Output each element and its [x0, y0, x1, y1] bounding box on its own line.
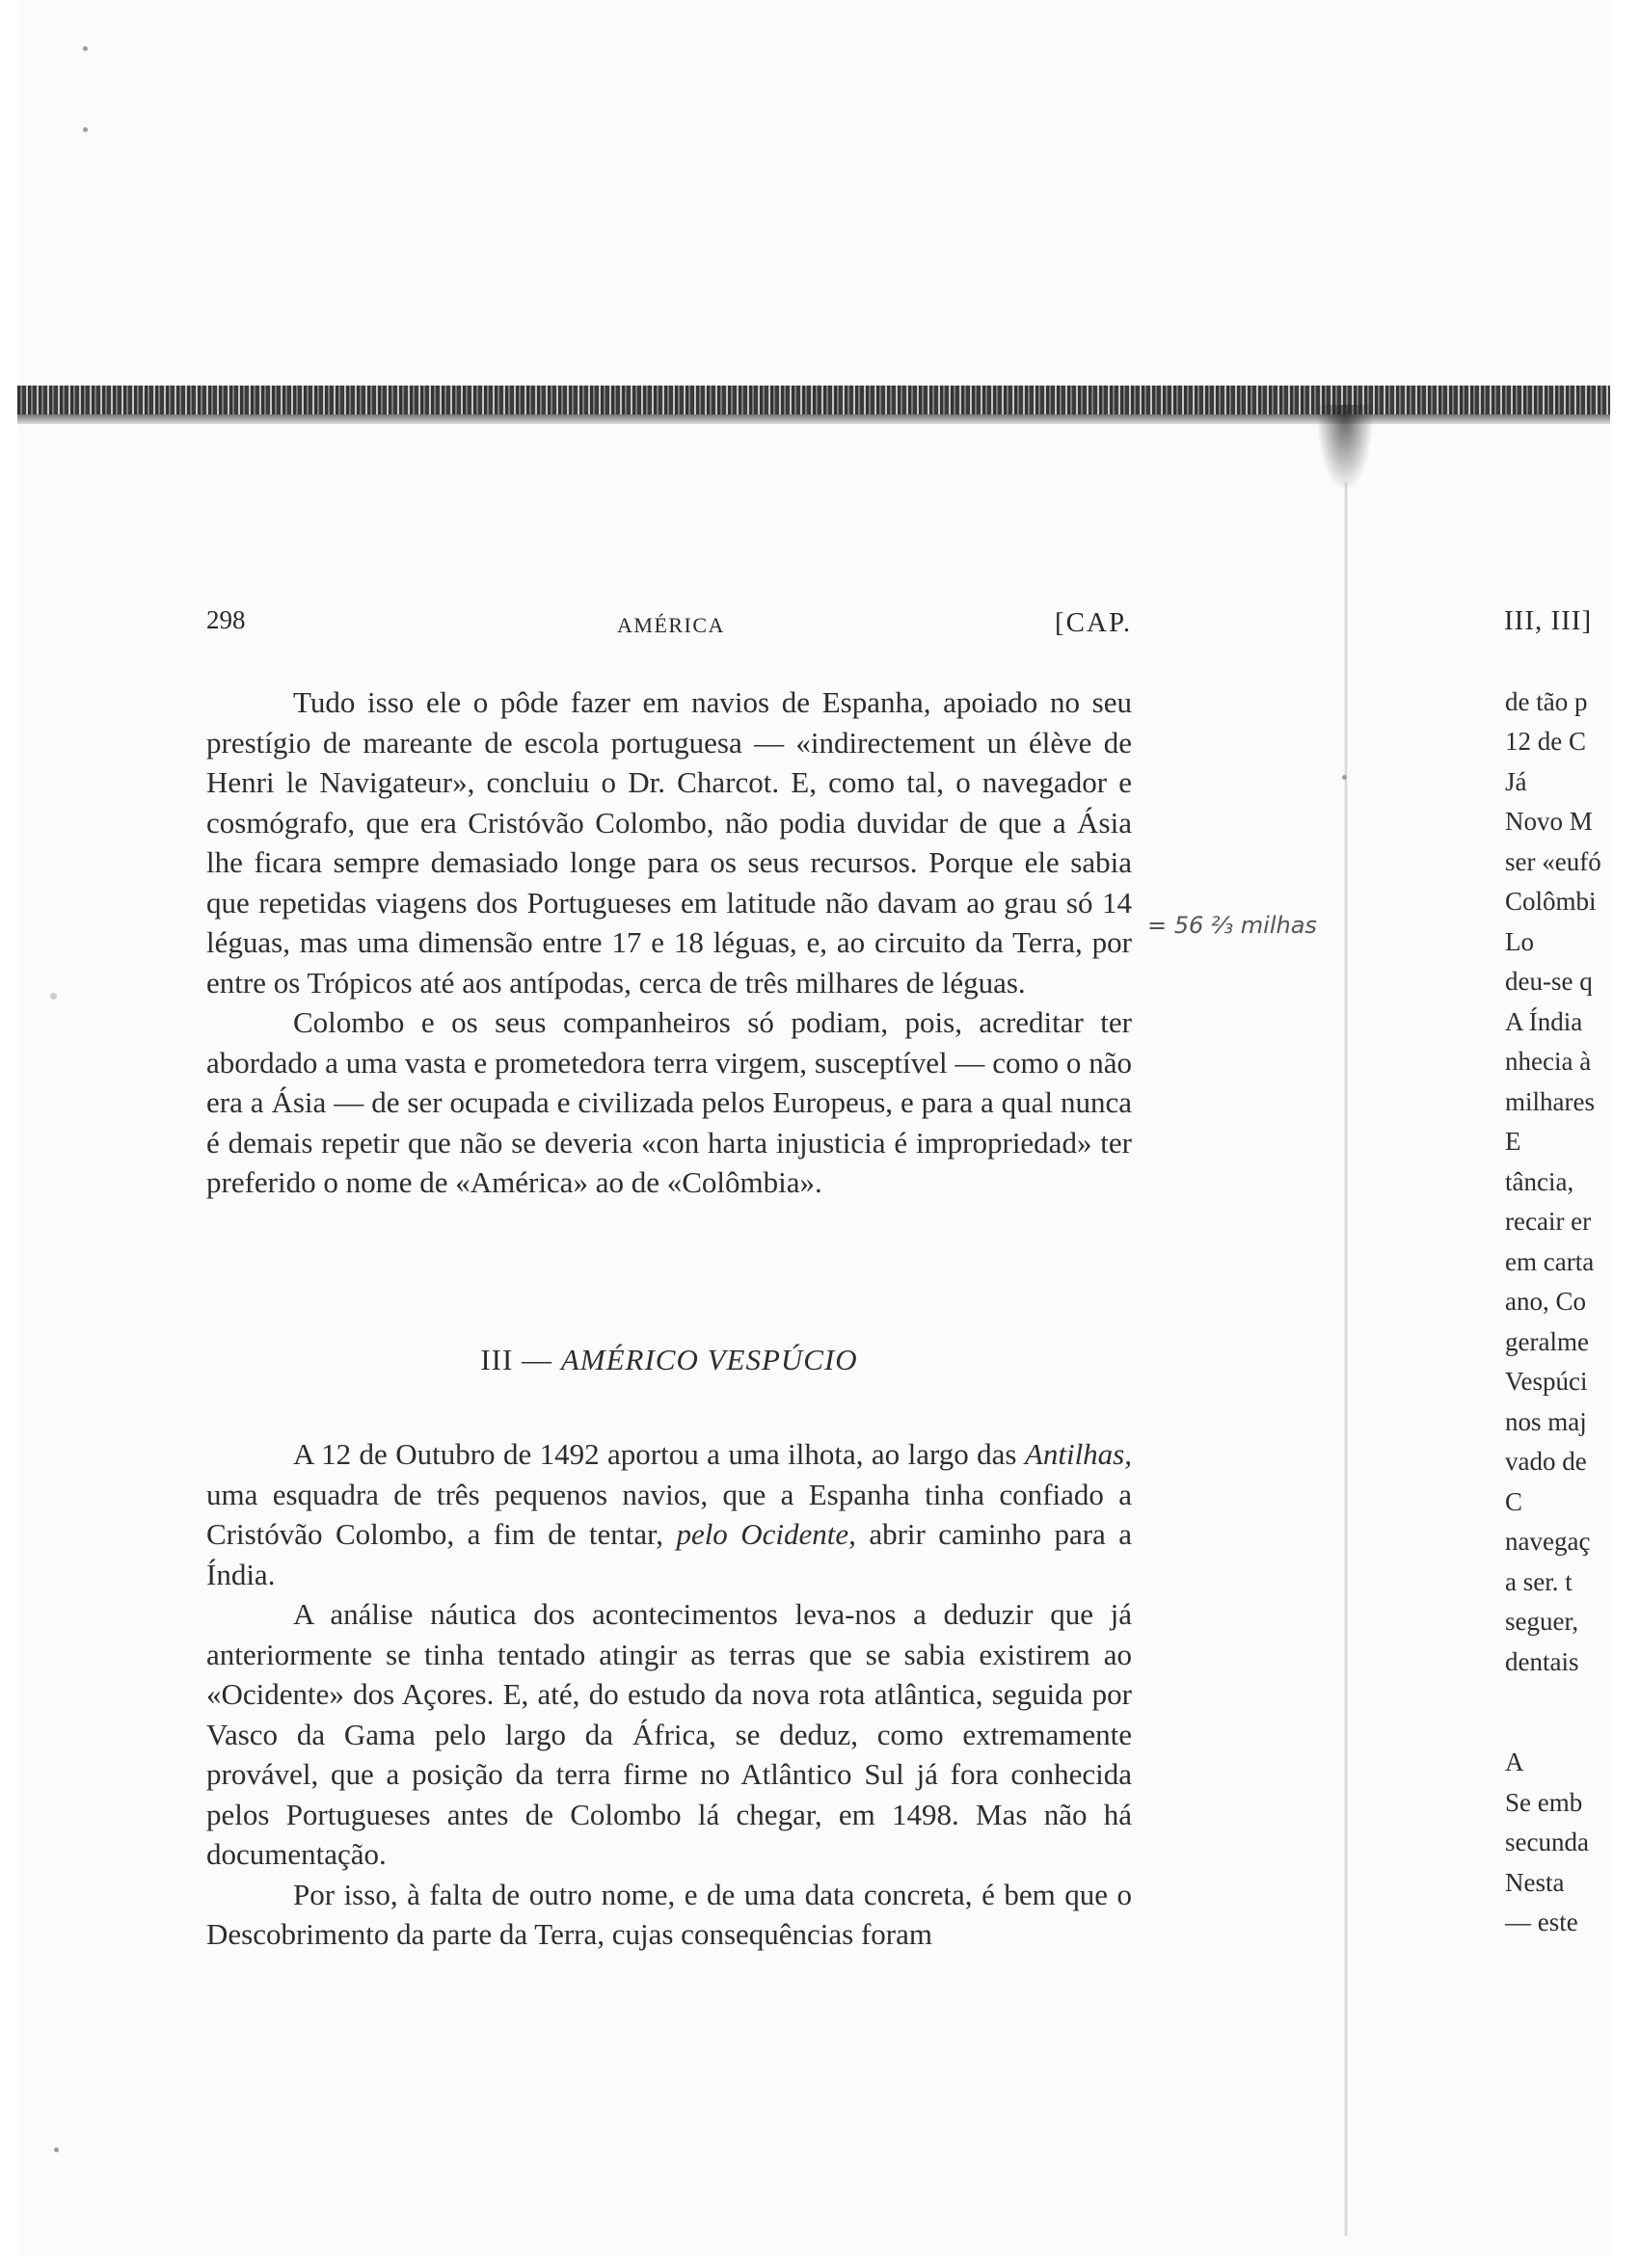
next-page-line: vado de — [1505, 1447, 1587, 1476]
next-page-line: — este — [1505, 1908, 1578, 1936]
place-name-antilhas: Antilhas, — [1024, 1437, 1132, 1471]
phrase-pelo-ocidente: pelo Ocidente, — [676, 1517, 856, 1551]
next-page-line: Vespúci — [1505, 1367, 1588, 1396]
next-page-line: secunda — [1505, 1828, 1589, 1856]
paragraph-3 — [206, 1434, 1132, 1594]
next-page-line: nhecia à — [1505, 1047, 1592, 1076]
paragraph-1: Tudo isso ele o pôde fazer em navios de Espanha, apoiado no seu prestígio de mareante de escola portuguesa — «indirectement un élève de Henri le Navigateur», concluiu o Dr. Charcot. E, como tal, o navegador e cosmógrafo, que era Cristóvão Colombo, não podia duvidar de que a Ásia lhe ficara sempre demasiado longe para os seus recursos. Porque ele sabia que repetidas viagens dos Portugueses em latitude não davam ao grau só 14 léguas, mas uma dimensão entre 17 e 18 léguas, e, ao circuito da Terra, por entre os Trópicos até aos antípodas, cerca de três milhares de léguas. — [206, 685, 1132, 1000]
section-title: AMÉRICO VESPÚCIO — [560, 1343, 858, 1376]
next-page-line: navegaç — [1505, 1527, 1591, 1556]
dust-speck — [1342, 775, 1347, 780]
paragraph-3-text-a: A 12 de Outubro de 1492 aportou a uma ilhota, ao largo das — [293, 1437, 1025, 1471]
next-page-line: recair er — [1505, 1207, 1592, 1236]
next-page-line: tância, — [1505, 1167, 1574, 1196]
next-page-line: nos maj — [1505, 1407, 1587, 1436]
paragraph-3-text-b: uma esquadra de três pequenos navios, que a Espanha tinha confiado a Cristóvão Colombo, a fim de tentar, — [206, 1477, 1132, 1551]
section-body — [206, 1434, 1132, 1955]
chapter-marker: [CAP. — [1055, 607, 1133, 638]
next-page-line: A — [1505, 1748, 1524, 1776]
next-page-column — [1505, 682, 1621, 1955]
next-page-line: 12 de C — [1505, 727, 1586, 756]
dust-speck — [83, 127, 88, 132]
next-page-line: C — [1505, 1487, 1523, 1516]
next-page-line: a ser. t — [1505, 1567, 1573, 1596]
scan-right-edge — [1612, 0, 1640, 2268]
next-page-line: dentais — [1505, 1647, 1579, 1676]
next-page-line: Colômbi — [1505, 887, 1597, 916]
next-page-line: Lo — [1505, 927, 1534, 956]
next-page-line: Novo M — [1505, 807, 1593, 836]
page-fold-line — [1344, 482, 1348, 2236]
dust-speck — [54, 2148, 59, 2152]
paragraph-4: A análise náutica dos acontecimentos leva-nos a deduzir que já anteriormente se tinha tentado atingir as terras que se sabia existirem ao «Ocidente» dos Açores. E, até, do estudo da nova rota atlântica, seguida por Vasco da Gama pelo largo da África, se deduz, como extremamente provável, que a posição da terra firme no Atlântico Sul já fora conhecida pelos Portugueses antes de Colombo lá chegar, em 1498. Mas não há documentação. — [206, 1597, 1132, 1871]
next-page-line: Se emb — [1505, 1788, 1583, 1817]
section-number: III — — [480, 1343, 561, 1376]
next-page-header: III, III] — [1504, 605, 1593, 636]
dust-speck — [83, 46, 88, 51]
next-page-line: milhares — [1505, 1087, 1595, 1116]
running-title: AMÉRICA — [617, 613, 725, 637]
paragraph-5: Por isso, à falta de outro nome, e de uma data concreta, é bem que o Descobrimento da parte da Terra, cujas consequências foram — [206, 1877, 1132, 1951]
paragraph-3-text-c: abrir caminho para a Índia. — [206, 1517, 1132, 1591]
next-page-line: deu-se q — [1505, 967, 1593, 996]
next-page-line: A Índia — [1505, 1007, 1583, 1036]
paragraph-2: Colombo e os seus companheiros só podiam, pois, acreditar ter abordado a uma vasta e prometedora terra virgem, susceptível — como o não era a Ásia — de ser ocupada e civilizada pelos Europeus, e para a qual nunca é demais repetir que não se deveria «con harta injusticia é impropriedad» ter preferido o nome de «América» ao de «Colômbia». — [206, 1005, 1132, 1199]
next-page-line: ser «eufó — [1505, 847, 1601, 876]
fold-shadow — [1316, 405, 1374, 492]
next-page-line: Nesta — [1505, 1868, 1565, 1897]
next-page-line: Já — [1505, 767, 1527, 796]
page-number: 298 — [206, 605, 246, 634]
section-heading — [206, 1340, 1132, 1380]
main-text-column — [206, 682, 1132, 1951]
next-page-line: ano, Co — [1505, 1287, 1586, 1316]
next-page-line: seguer, — [1505, 1607, 1579, 1636]
next-page-line: de tão p — [1505, 687, 1588, 716]
page-header — [0, 600, 1640, 648]
next-page-line: E — [1505, 1127, 1521, 1156]
next-page-line: em carta — [1505, 1247, 1595, 1276]
dust-speck — [50, 993, 57, 1000]
handwritten-margin-note: = 56 ⅔ milhas — [1147, 912, 1317, 939]
next-page-line: geralme — [1505, 1327, 1589, 1356]
